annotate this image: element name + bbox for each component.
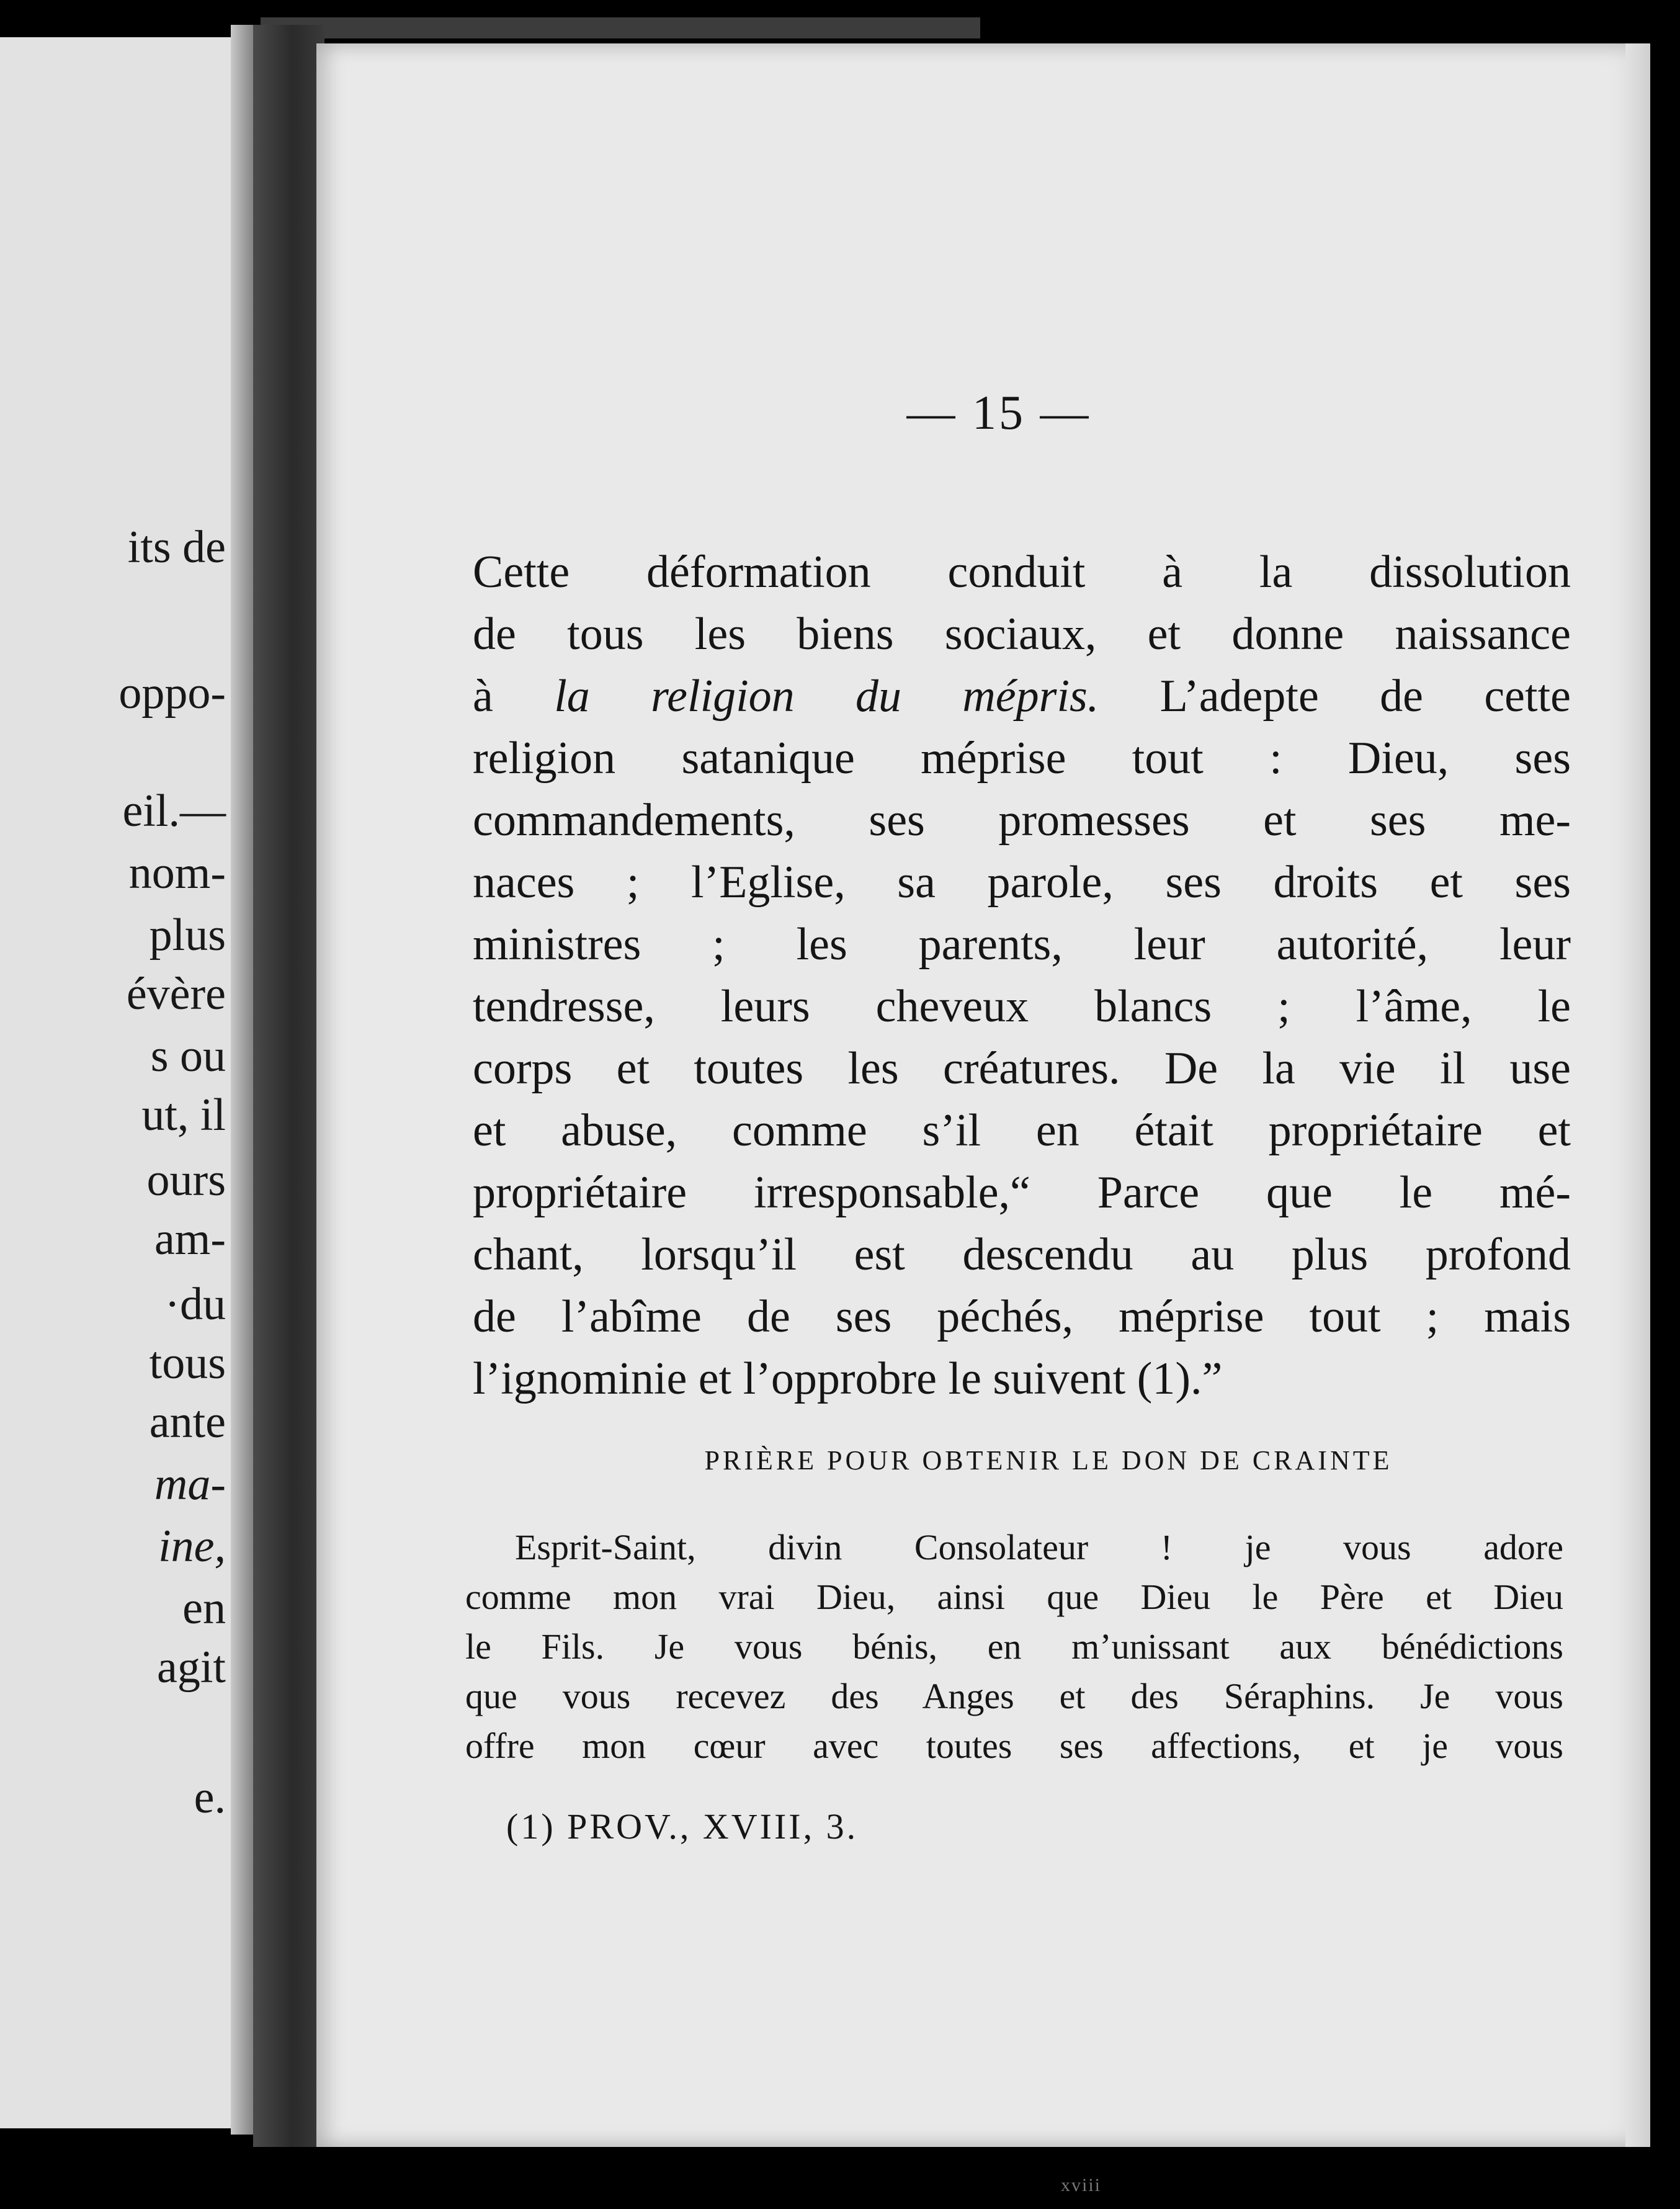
- paragraph-line: et abuse, comme s’il en était propriétaire et: [473, 1105, 1571, 1156]
- paragraph-line: corps et toutes les créatures. De la vie il use: [473, 1043, 1571, 1094]
- left-page-line: plus: [149, 910, 226, 961]
- paragraph-line: [473, 671, 1571, 722]
- left-page-line: e.: [194, 1772, 226, 1823]
- book-spine: [253, 25, 324, 2147]
- prayer-line: Esprit-Saint, divin Consolateur ! je vous adore: [515, 1527, 1563, 1567]
- left-page: [0, 37, 242, 2128]
- italic-phrase: la religion du mépris.: [554, 671, 1099, 722]
- prayer-title: PRIÈRE POUR OBTENIR LE DON DE CRAINTE: [704, 1445, 1393, 1476]
- left-page-line: eil.—: [122, 786, 226, 836]
- paragraph-line: ministres ; les parents, leur autorité, leur: [473, 919, 1571, 970]
- paragraph-line: naces ; l’Eglise, sa parole, ses droits et ses: [473, 857, 1571, 908]
- paragraph-line: tendresse, leurs cheveux blancs ; l’âme, le: [473, 981, 1571, 1032]
- paragraph-line: commandements, ses promesses et ses me-: [473, 795, 1571, 846]
- left-page-line: ma-: [154, 1459, 226, 1510]
- left-page-line: oppo-: [118, 668, 226, 719]
- prayer-line: que vous recevez des Anges et des Séraphins. Je vous: [465, 1676, 1563, 1716]
- paragraph-text: à: [473, 671, 555, 722]
- left-page-line: évère: [126, 969, 226, 1019]
- paragraph-text: L’adepte de cette: [1099, 671, 1571, 722]
- paragraph-line: Cette déformation conduit à la dissolution: [473, 547, 1571, 598]
- paragraph-line: propriétaire irresponsable,“ Parce que le mé-: [473, 1167, 1571, 1218]
- left-page-line: ine,: [158, 1521, 226, 1572]
- left-page-line: s ou: [150, 1031, 226, 1082]
- page-edge: [1625, 43, 1650, 2147]
- left-page-line: ut, il: [141, 1090, 226, 1140]
- prayer-line: comme mon vrai Dieu, ainsi que Dieu le Père et Dieu: [465, 1577, 1563, 1617]
- prayer-line: le Fils. Je vous bénis, en m’unissant aux bénédictions: [465, 1626, 1563, 1667]
- paragraph-line: chant, lorsqu’il est descendu au plus profond: [473, 1229, 1571, 1280]
- left-page-line: en: [182, 1583, 226, 1634]
- paragraph-line: religion satanique méprise tout : Dieu, ses: [473, 733, 1571, 784]
- page-number: — 15 —: [906, 385, 1091, 439]
- book-page: [316, 43, 1650, 2195]
- paragraph-line: de l’abîme de ses péchés, méprise tout ; mais: [473, 1291, 1571, 1342]
- prayer-line: offre mon cœur avec toutes ses affections, et je vous: [465, 1726, 1563, 1766]
- paragraph-line: de tous les biens sociaux, et donne naissance: [473, 609, 1571, 660]
- left-page-line: ·du: [164, 1279, 226, 1330]
- paragraph-line: l’ignominie et l’opprobre le suivent (1).”: [473, 1353, 1223, 1404]
- left-page-line: am-: [154, 1214, 226, 1265]
- left-page-line: its de: [127, 522, 226, 573]
- left-page-line: nom-: [128, 848, 226, 898]
- book-top-edge: [261, 17, 980, 38]
- left-page-line: agit: [157, 1642, 226, 1693]
- left-page-line: ante: [149, 1397, 226, 1448]
- left-page-line: tous: [149, 1338, 226, 1389]
- signature-mark: xviii: [1061, 2175, 1102, 2195]
- footnote: (1) PROV., XVIII, 3.: [506, 1806, 859, 1847]
- left-page-line: ours: [146, 1155, 226, 1206]
